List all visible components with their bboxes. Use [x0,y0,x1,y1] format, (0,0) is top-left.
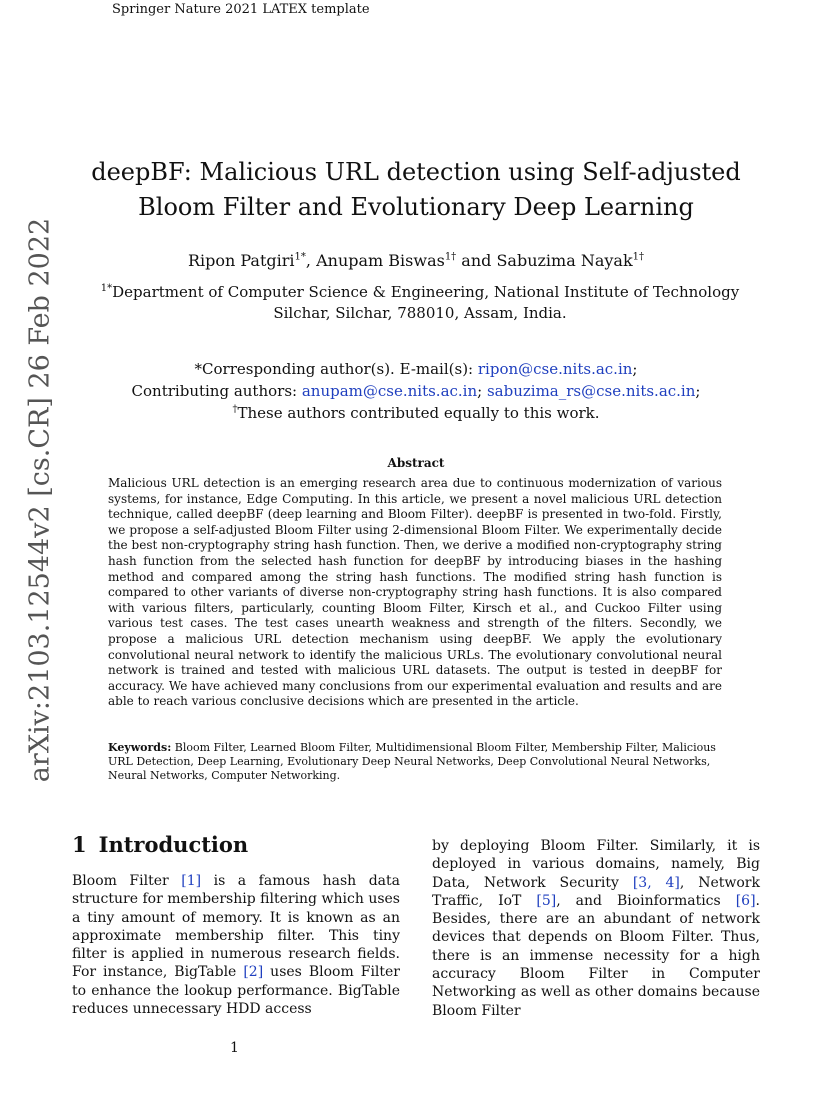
citation-link[interactable]: [6] [735,892,756,909]
affiliation [100,282,740,324]
author-name: Anupam Biswas [316,251,445,270]
author-separator: , [305,251,317,270]
section-heading-introduction [72,832,248,857]
citation-link[interactable]: [3, 4] [632,874,680,891]
citation-link[interactable]: [5] [536,892,557,909]
citation-link[interactable]: [2] [243,964,264,981]
citation-link[interactable]: [1] [181,873,202,889]
body-text: Bloom Filter [72,873,182,889]
equal-contribution-note: These authors contributed equally to this work. [237,404,600,422]
affiliation-mark: 1* [100,283,113,294]
abstract-text: Malicious URL detection is an emerging research area due to continuous modernization of various systems, for instance, Edge Computing. In this article, we present a novel malicious URL detection technique, called deepBF (deep learning and Bloom Filter). deepBF is presented in two-fold. Firstly, we propose a self-adjusted Bloom Filter using 2-dimensional Bloom Filter. We experimentally decide the best non-cryptography string hash function. Then, we derive a modified non-cryptography string hash function from the selected hash function for deepBF by introducing biases in the hashing method and compared among the string hash functions. The modified string hash function is compared to other variants of diverse non-cryptography string hash functions. It is also compared with various filters, particularly, counting Bloom Filter, Kirsch et al., and Cuckoo Filter using various test cases. The test cases unearth weakness and strength of the filters. Secondly, we propose a malicious URL detection mechanism using deepBF. We apply the evolutionary convolutional neural network to identify the malicious URLs. The evolutionary convolutional neural network is trained and tested with malicious URL datasets. The output is tested in deepBF for accuracy. We have achieved many conclusions from our experimental evaluation and results and are able to reach various conclusive decisions which are presented in the article. [108,476,722,709]
author-separator: and [456,251,497,270]
body-text: uses Bloom Filter to enhance the lookup performance. BigTable reduces unnecessary HDD access [72,964,400,1018]
correspondence-block: *Corresponding author(s). E-mail(s): ripon@cse.nits.ac.in; Contributing authors: anupam@cse.nits.ac.in; sabuzima_rs@cse.nits.ac.in; †These authors contributed equally to this work. [131,360,701,422]
keywords [108,741,722,783]
paper-title: deepBF: Malicious URL detection using Self-adjusted Bloom Filter and Evolutionary Deep Learning [91,158,741,221]
author-name: Sabuzima Nayak [496,251,633,270]
author-mark: 1† [632,251,645,263]
contributing-email-link-1[interactable]: anupam@cse.nits.ac.in [301,382,478,400]
section-title: Introduction [98,832,249,857]
keywords-label: Keywords: [108,741,172,754]
intro-column-right [432,837,760,1020]
body-text: . Besides, there are an abundant of network devices that depends on Bloom Filter. Thus, there is an immense necessity for a high accuracy Bloom Filter in Computer Networking as well as other domains because Bloom Filter [432,892,760,1019]
keywords-text: Bloom Filter, Learned Bloom Filter, Multidimensional Bloom Filter, Membership Filter, Malicious URL Detection, Deep Learning, Evolutionary Deep Neural Networks, Deep Convolutional Neural Networks, Neural Networks, Computer Networking. [108,741,716,782]
corresponding-label: *Corresponding author(s). E-mail(s): [194,360,478,378]
author-list [60,251,772,270]
page-number: 1 [230,1040,239,1056]
arxiv-identifier[interactable]: arXiv:2103.12544v2 [cs.CR] 26 Feb 2022 [24,217,56,783]
section-number: 1 [72,832,87,857]
contributing-label: Contributing authors: [131,382,302,400]
affiliation-text: Department of Computer Science & Engineering, National Institute of Technology Silchar, Silchar, 788010, Assam, India. [112,283,740,322]
intro-column-left [72,872,400,1018]
abstract-heading: Abstract [387,456,445,470]
author-mark: 1† [444,251,457,263]
corresponding-email-link[interactable]: ripon@cse.nits.ac.in [477,360,633,378]
body-text: , Network Traffic, IoT [432,874,760,909]
equal-contribution-mark: † [232,404,238,415]
running-header: Springer Nature 2021 LATEX template [112,2,370,17]
body-text: by deploying Bloom Filter. Similarly, it is deployed in various domains, namely, Big Data, Network Security [432,838,760,891]
author-name: Ripon Patgiri [187,251,295,270]
body-text: is a famous hash data structure for membership filtering which uses a tiny amount of memory. It is known as an approximate membership filter. This tiny filter is applied in numerous research fields. For instance, BigTable [72,873,400,981]
contributing-email-link-2[interactable]: sabuzima_rs@cse.nits.ac.in [486,382,696,400]
author-mark: 1* [294,251,306,263]
body-text: , and Bioinformatics [556,892,736,909]
